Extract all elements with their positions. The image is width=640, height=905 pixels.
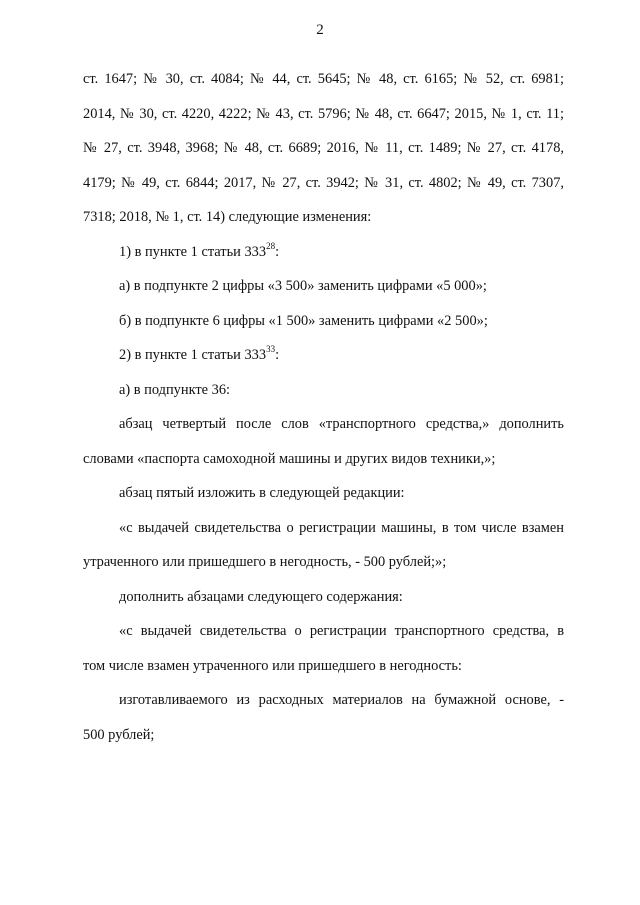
superscript: 28 (266, 240, 276, 251)
paragraph-line: «с выдачей свидетельства о регистрации транспортного средства, в (119, 623, 564, 639)
paragraph-line: утраченного или пришедшего в негодность, - 500 рублей;»; (83, 554, 447, 570)
paragraph-line: том числе взамен утраченного или пришедшего в негодность: (83, 657, 462, 674)
list-item: а) в подпункте 36: (119, 381, 231, 398)
paragraph-line: «с выдачей свидетельства о регистрации машины, в том числе взамен (119, 519, 564, 536)
superscript: 33 (266, 344, 276, 355)
page-number: 2 (316, 22, 324, 38)
document-body (83, 67, 564, 757)
text-line: 4179; № 49, ст. 6844; 2017, № 27, ст. 3942; № 31, ст. 4802; № 49, ст. 7307, (83, 174, 564, 191)
list-item (83, 343, 564, 378)
text-line: ст. 1647; № 30, ст. 4084; № 44, ст. 5645; № 48, ст. 6165; № 52, ст. 6981; (83, 71, 564, 87)
text-fragment: 2) в пункте 1 статьи 333 (119, 347, 267, 363)
paragraph-line: словами «паспорта самоходной машины и других видов техники,»; (83, 450, 496, 467)
text-fragment: 1) в пункте 1 статьи 333 (119, 243, 267, 260)
paragraph-line: дополнить абзацами следующего содержания: (119, 588, 403, 605)
text-fragment: : (275, 347, 280, 363)
list-item (83, 240, 564, 275)
paragraph-line: изготавливаемого из расходных материалов на бумажной основе, - (119, 692, 564, 708)
paragraph-line: абзац четвертый после слов «транспортного средства,» дополнить (119, 416, 564, 432)
text-fragment: : (275, 243, 280, 260)
paragraph-line: абзац пятый изложить в следующей редакции: (119, 485, 405, 501)
list-item: а) в подпункте 2 цифры «3 500» заменить цифрами «5 000»; (119, 278, 487, 294)
text-line: 2014, № 30, ст. 4220, 4222; № 43, ст. 5796; № 48, ст. 6647; 2015, № 1, ст. 11; (83, 105, 564, 122)
text-line: 7318; 2018, № 1, ст. 14) следующие изменения: (83, 209, 372, 225)
list-item: б) в подпункте 6 цифры «1 500» заменить цифрами «2 500»; (119, 312, 488, 329)
text-line: № 27, ст. 3948, 3968; № 48, ст. 6689; 2016, № 11, ст. 1489; № 27, ст. 4178, (83, 140, 564, 156)
paragraph-line: 500 рублей; (83, 726, 155, 743)
